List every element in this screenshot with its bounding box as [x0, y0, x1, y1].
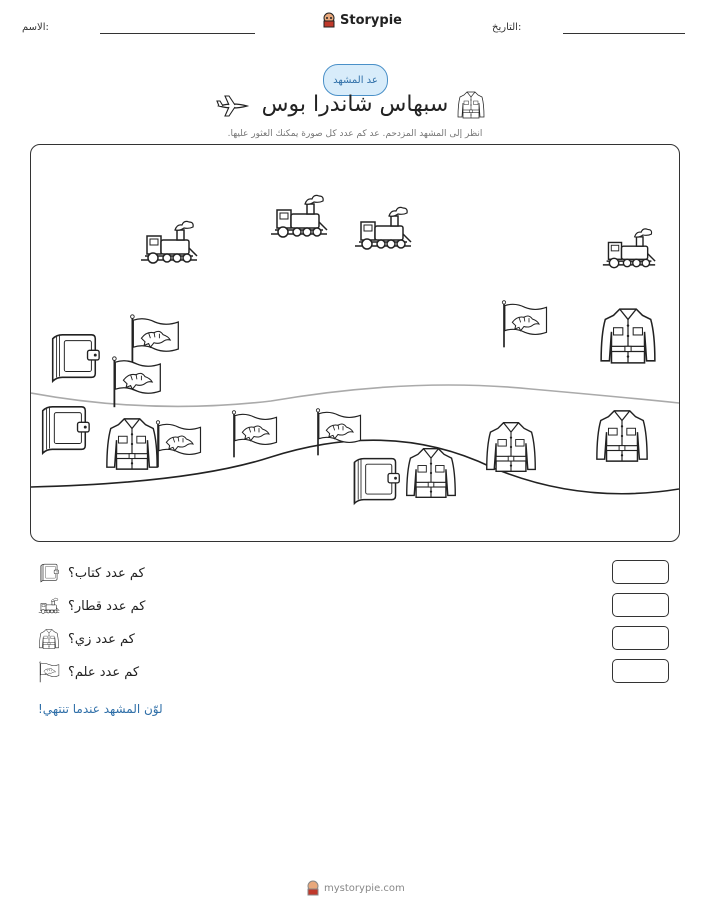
name-label: الاسم: — [22, 22, 49, 33]
question-book-text: كم عدد كتاب؟ — [68, 565, 145, 581]
train-icon — [141, 221, 197, 263]
footer-url[interactable]: mystorypie.com — [324, 882, 405, 894]
book-icon — [43, 407, 89, 453]
uniform-icon — [487, 423, 536, 472]
train-icon — [355, 207, 411, 249]
airplane-icon — [215, 92, 251, 120]
flag-icon — [502, 301, 546, 348]
flag-icon — [38, 661, 60, 683]
brand-logo — [322, 12, 402, 28]
answer-box-uniform[interactable] — [612, 626, 669, 650]
book-icon — [354, 459, 399, 504]
counting-scene — [30, 144, 680, 542]
name-line[interactable] — [100, 33, 255, 34]
train-icon — [271, 195, 327, 237]
book-icon — [38, 562, 60, 584]
storypie-icon — [306, 880, 320, 896]
brand-name: Storypie — [340, 12, 402, 28]
question-train — [38, 595, 146, 617]
uniform-icon — [456, 90, 486, 120]
answer-box-book[interactable] — [612, 560, 669, 584]
scene-drawing — [31, 145, 679, 541]
question-train-text: كم عدد قطار؟ — [68, 598, 146, 614]
storypie-icon — [322, 12, 336, 28]
question-flag-text: كم عدد علم؟ — [68, 664, 140, 680]
answer-box-flag[interactable] — [612, 659, 669, 683]
uniform-icon — [407, 449, 456, 498]
uniform-icon — [597, 411, 647, 461]
flag-icon — [156, 421, 200, 468]
flag-icon — [232, 411, 276, 458]
instructions: انظر إلى المشهد المزدحم. عد كم عدد كل صورة يمكنك العثور عليها. — [227, 129, 483, 139]
date-label: التاريخ: — [492, 22, 522, 33]
date-line[interactable] — [563, 33, 685, 34]
page-title: سبهاس شاندرا بوس — [261, 92, 449, 117]
train-icon — [603, 229, 655, 268]
uniform-icon — [601, 309, 655, 363]
badge: عد المشهد — [323, 64, 388, 96]
footer — [306, 880, 405, 896]
color-prompt: لوّن المشهد عندما تنتهي! — [38, 702, 163, 716]
uniform-icon — [38, 628, 60, 650]
flag-icon — [131, 315, 179, 365]
flag-icon — [316, 409, 360, 456]
question-uniform-text: كم عدد زي؟ — [68, 631, 135, 647]
answer-box-train[interactable] — [612, 593, 669, 617]
question-uniform — [38, 628, 135, 650]
train-icon — [38, 595, 60, 617]
question-flag — [38, 661, 139, 683]
question-book — [38, 562, 145, 584]
uniform-icon — [107, 419, 157, 469]
flag-icon — [113, 357, 161, 407]
book-icon — [53, 335, 99, 381]
